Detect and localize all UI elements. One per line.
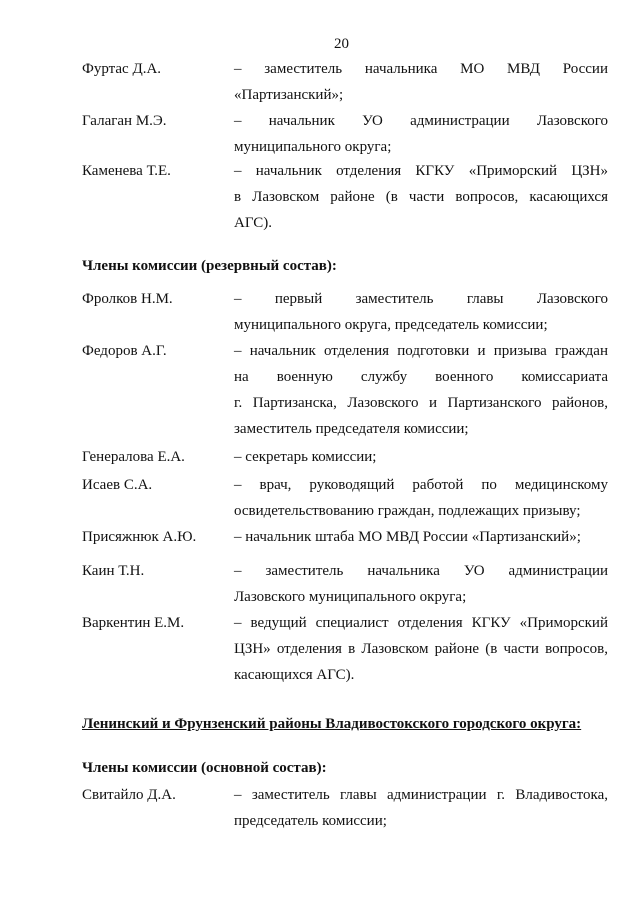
role-line: касающихся АГС). — [234, 667, 355, 683]
role-line: ЦЗН» отделения в Лазовском районе (в части вопросов, — [234, 641, 608, 657]
role-line: – заместитель главы администрации г. Владивостока, — [234, 787, 608, 803]
member-name: Каин Т.Н. — [82, 563, 145, 579]
role-line: – начальник УО администрации Лазовского — [234, 113, 608, 129]
role-line: освидетельствованию граждан, подлежащих призыву; — [234, 503, 581, 519]
member-role — [234, 108, 608, 160]
role-line: заместитель председателя комиссии; — [234, 421, 469, 437]
role-line: муниципального округа; — [234, 139, 392, 155]
member-role — [234, 524, 608, 550]
role-line: – секретарь комиссии; — [234, 449, 377, 465]
heading-district: Ленинский и Фрунзенский районы Владивостокского городского округа: — [82, 716, 582, 732]
heading-main: Члены комиссии (основной состав): — [82, 760, 327, 776]
member-role — [234, 286, 608, 338]
role-line: – начальник штаба МО МВД России «Партизанский»; — [234, 529, 581, 545]
role-line: – первый заместитель главы Лазовского — [234, 291, 608, 307]
member-role — [234, 472, 608, 524]
member-name: Фролков Н.М. — [82, 291, 173, 307]
role-line: Лазовского муниципального округа; — [234, 589, 467, 605]
role-line: на военную службу военного комиссариата — [234, 369, 608, 385]
role-line: АГС). — [234, 215, 273, 231]
member-role — [234, 444, 608, 470]
member-role — [234, 158, 608, 236]
heading-reserve: Члены комиссии (резервный состав): — [82, 258, 337, 274]
role-line: – заместитель начальника УО администрации — [234, 563, 608, 579]
role-line: – врач, руководящий работой по медицинскому — [234, 477, 608, 493]
member-role — [234, 558, 608, 610]
member-role — [234, 782, 608, 834]
role-line: – начальник отделения подготовки и призыва граждан — [234, 343, 608, 359]
member-name: Генералова Е.А. — [82, 449, 185, 465]
member-role — [234, 610, 608, 688]
member-name: Федоров А.Г. — [82, 343, 167, 359]
member-name: Свитайло Д.А. — [82, 787, 176, 803]
role-line: в Лазовском районе (в части вопросов, касающихся — [234, 189, 608, 205]
role-line: – заместитель начальника МО МВД России — [234, 61, 608, 77]
role-line: – начальник отделения КГКУ «Приморский ЦЗН» — [234, 163, 608, 179]
role-line: председатель комиссии; — [234, 813, 387, 829]
member-name: Фуртас Д.А. — [82, 61, 162, 77]
member-role — [234, 338, 608, 442]
member-name: Исаев С.А. — [82, 477, 153, 493]
member-name: Присяжнюк А.Ю. — [82, 529, 197, 545]
page-number: 20 — [334, 36, 349, 52]
role-line: «Партизанский»; — [234, 87, 344, 103]
member-name: Варкентин Е.М. — [82, 615, 185, 631]
role-line: – ведущий специалист отделения КГКУ «Приморский — [234, 615, 608, 631]
role-line: г. Партизанска, Лазовского и Партизанского районов, — [234, 395, 608, 411]
member-role — [234, 56, 608, 108]
role-line: муниципального округа, председатель комиссии; — [234, 317, 548, 333]
member-name: Каменева Т.Е. — [82, 163, 171, 179]
member-name: Галаган М.Э. — [82, 113, 167, 129]
